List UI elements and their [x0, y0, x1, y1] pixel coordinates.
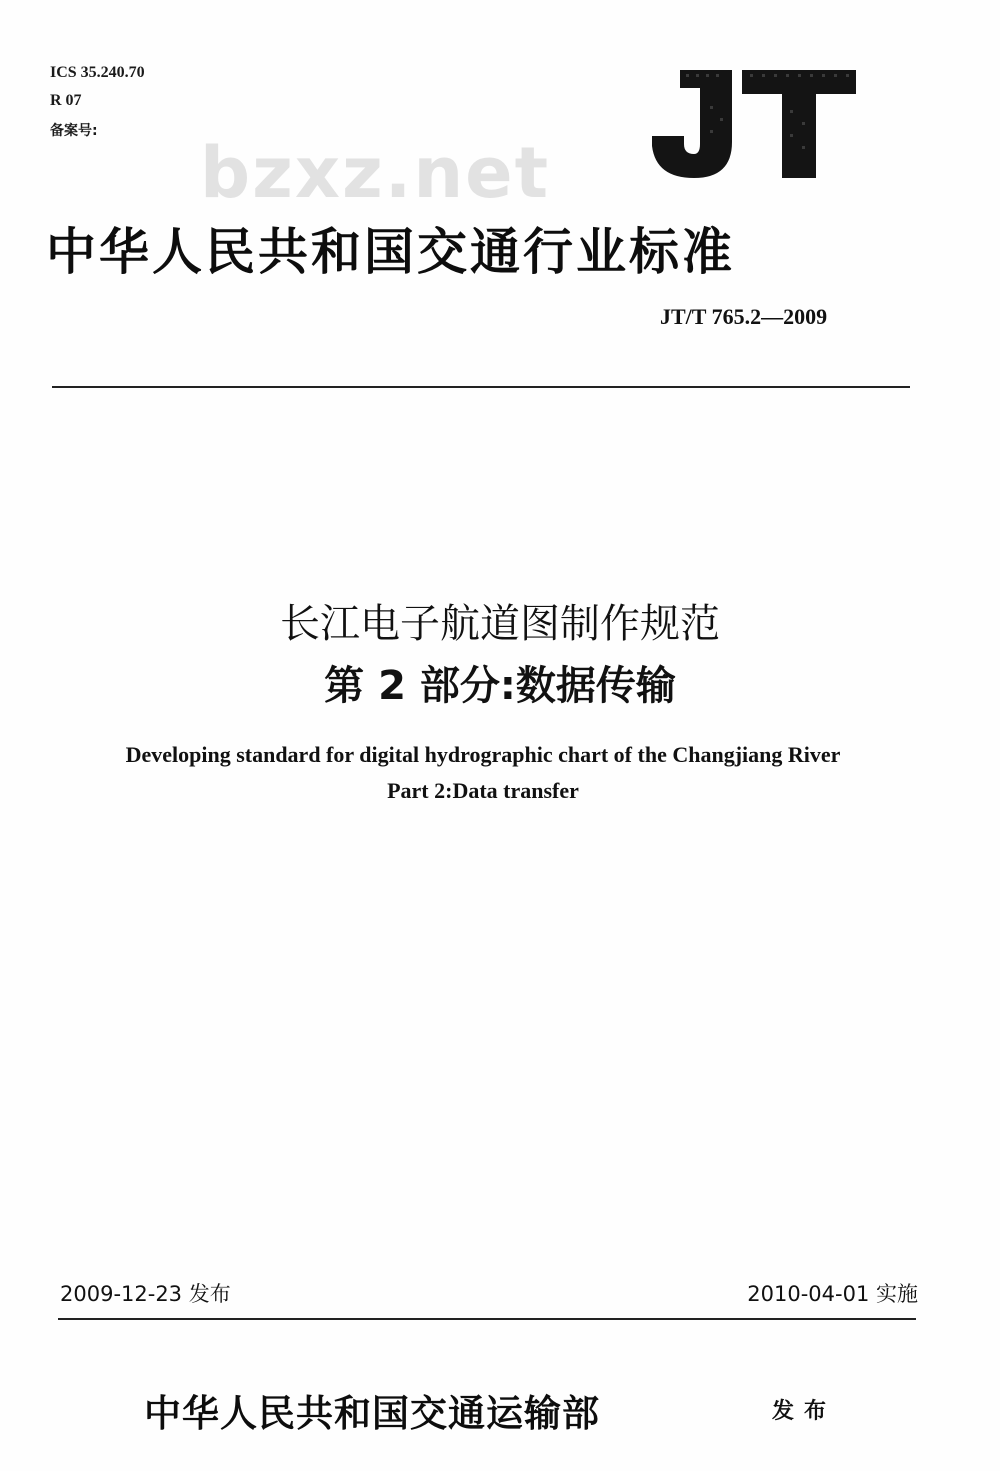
watermark-text: bzxz.net	[200, 132, 551, 214]
filing-number-label: 备案号:	[50, 123, 98, 139]
title-zh-line-2: 第 2 部分:数据传输	[324, 663, 676, 709]
publisher-name: 中华人民共和国交通运输部	[144, 1392, 600, 1435]
ics-code: ICS 35.240.70	[50, 64, 145, 81]
issue-date: 2009-12-23 发布	[60, 1282, 231, 1306]
title-zh-line-1: 长江电子航道图制作规范	[280, 601, 720, 647]
standard-code: JT/T 765.2—2009	[660, 304, 828, 329]
publisher-action: 发布	[772, 1399, 837, 1424]
jt-logo	[650, 70, 860, 180]
industry-standard-title: 中华人民共和国交通行业标准	[46, 223, 735, 281]
bottom-divider	[58, 1318, 916, 1320]
category-code: R 07	[50, 92, 82, 109]
top-divider	[52, 386, 910, 388]
title-en-line-1: Developing standard for digital hydrographic chart of the Changjiang River	[125, 742, 841, 767]
effective-date: 2010-04-01 实施	[747, 1282, 918, 1306]
title-en-line-2: Part 2:Data transfer	[387, 778, 579, 803]
